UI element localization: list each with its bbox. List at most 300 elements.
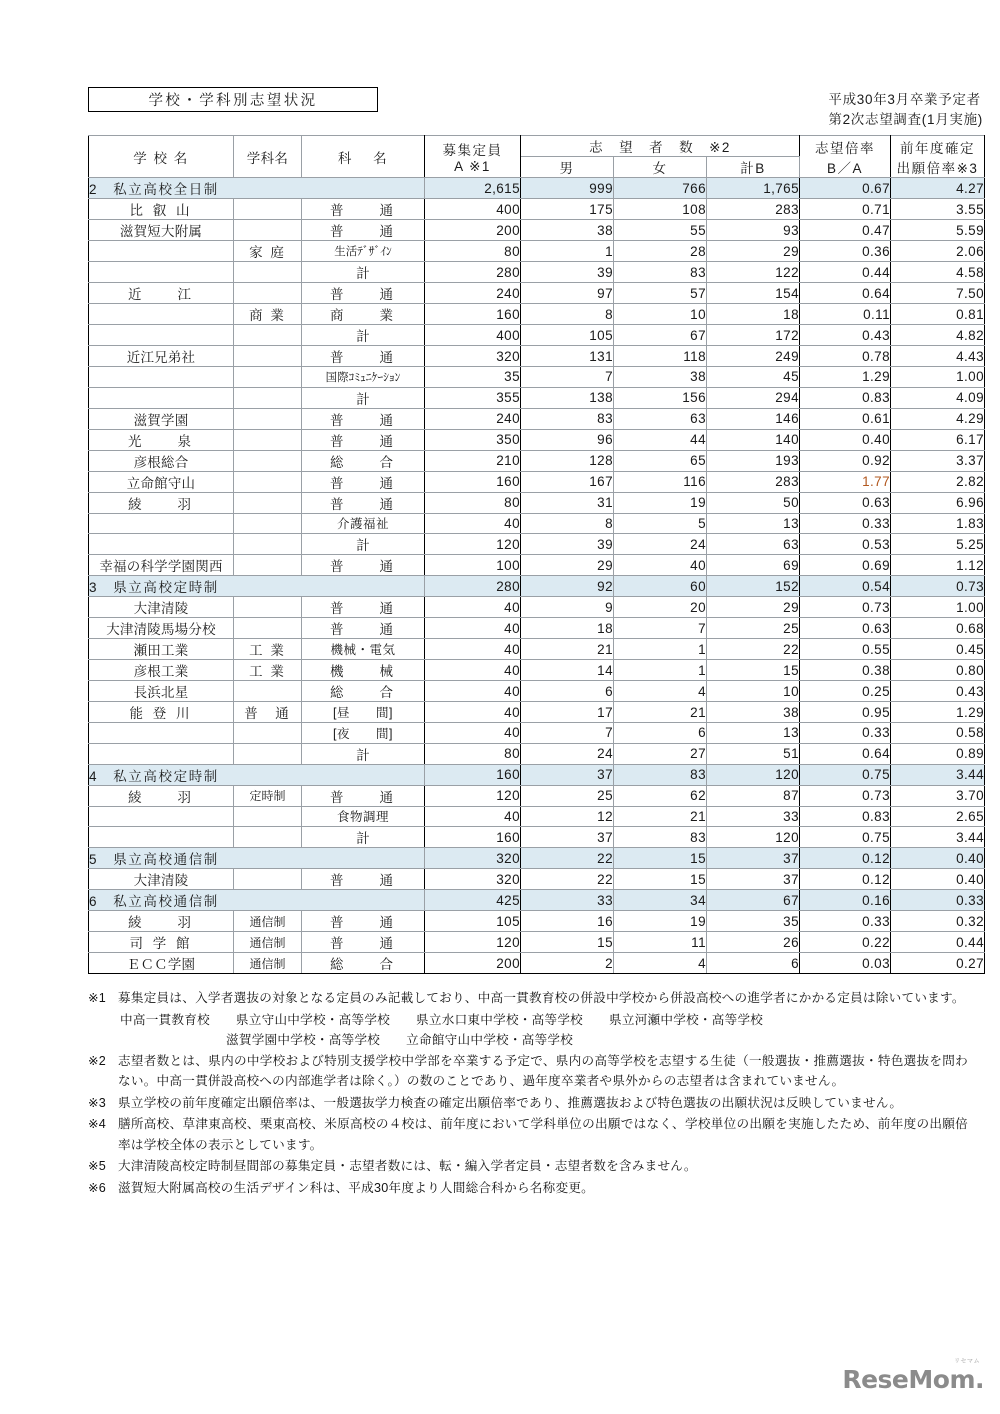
cell-department: 通信制 — [234, 953, 302, 974]
cell-department — [234, 220, 302, 241]
table-row — [89, 471, 985, 492]
cell-school — [89, 827, 234, 848]
col-header-prev-line2: 出願倍率※3 — [896, 160, 979, 176]
col-header-school: 学 校 名 — [89, 136, 234, 178]
cell-capacity: 400 — [425, 325, 521, 346]
col-header-department: 学科名 — [234, 136, 302, 178]
table-head — [89, 136, 985, 178]
cell-male: 128 — [521, 450, 614, 471]
cell-capacity: 320 — [425, 869, 521, 890]
cell-female: 27 — [614, 743, 707, 764]
table-row — [89, 241, 985, 262]
table-row — [89, 387, 985, 408]
cell-school: 綾 羽 — [89, 911, 234, 932]
cell-course: 生活ﾃﾞｻﾞｲﾝ — [302, 241, 425, 262]
group-label: 4 私立高校定時制 — [89, 764, 425, 785]
cell-ratio: 0.12 — [800, 869, 891, 890]
cell-female: 10 — [614, 304, 707, 325]
cell-course: 普 通 — [302, 492, 425, 513]
cell-total: 1,765 — [707, 178, 800, 199]
table-row — [89, 492, 985, 513]
cell-total: 25 — [707, 618, 800, 639]
cell-male: 21 — [521, 639, 614, 660]
cell-ratio: 0.69 — [800, 555, 891, 576]
cell-department — [234, 199, 302, 220]
cell-course: 普 通 — [302, 429, 425, 450]
cell-course: 普 通 — [302, 555, 425, 576]
cell-male: 14 — [521, 660, 614, 681]
cell-male: 25 — [521, 785, 614, 806]
cell-department — [234, 869, 302, 890]
header-row-1 — [89, 136, 985, 157]
cell-total: 140 — [707, 429, 800, 450]
cell-prev-ratio: 0.32 — [891, 911, 985, 932]
cell-male: 31 — [521, 492, 614, 513]
cell-course: [昼 間] — [302, 702, 425, 723]
cell-ratio: 0.63 — [800, 492, 891, 513]
cell-female: 19 — [614, 911, 707, 932]
cell-prev-ratio: 5.59 — [891, 220, 985, 241]
cell-course: 普 通 — [302, 785, 425, 806]
table-body — [89, 178, 985, 974]
cell-ratio: 1.29 — [800, 367, 891, 388]
cell-school: 長浜北星 — [89, 681, 234, 702]
cell-female: 24 — [614, 534, 707, 555]
table-row — [89, 911, 985, 932]
cell-total: 29 — [707, 597, 800, 618]
cell-department: 定時制 — [234, 785, 302, 806]
col-header-ratio-line1: 志望倍率 — [815, 140, 875, 156]
cell-male: 24 — [521, 743, 614, 764]
footnote-item — [88, 1156, 968, 1177]
cell-female: 83 — [614, 262, 707, 283]
survey-round-line: 第2次志望調査(1月実施) — [828, 112, 983, 127]
cell-course: 計 — [302, 262, 425, 283]
cell-male: 22 — [521, 848, 614, 869]
footnote-school-list-line — [120, 1010, 968, 1031]
cell-prev-ratio: 3.44 — [891, 827, 985, 848]
cell-school: 比 叡 山 — [89, 199, 234, 220]
cell-prev-ratio: 3.37 — [891, 450, 985, 471]
cell-department — [234, 555, 302, 576]
cell-total: 69 — [707, 555, 800, 576]
cell-total: 193 — [707, 450, 800, 471]
cell-female: 40 — [614, 555, 707, 576]
cell-course: 普 通 — [302, 199, 425, 220]
cell-department — [234, 367, 302, 388]
cell-ratio: 0.83 — [800, 387, 891, 408]
cell-capacity: 35 — [425, 367, 521, 388]
table-row — [89, 178, 985, 199]
cell-prev-ratio: 4.43 — [891, 346, 985, 367]
table-row — [89, 932, 985, 953]
cell-school — [89, 723, 234, 744]
cell-female: 28 — [614, 241, 707, 262]
cell-male: 12 — [521, 806, 614, 827]
cell-total: 67 — [707, 890, 800, 911]
footnote-marker: ※4 — [88, 1117, 107, 1131]
cell-prev-ratio: 0.89 — [891, 743, 985, 764]
cell-school: 大津清陵 — [89, 597, 234, 618]
cell-male: 8 — [521, 304, 614, 325]
cell-prev-ratio: 0.27 — [891, 953, 985, 974]
footnote-text: 県立学校の前年度確定出願倍率は、一般選抜学力検査の確定出願倍率であり、推薦選抜および特色選抜の出願状況は反映していません。 — [118, 1095, 903, 1110]
cell-capacity: 280 — [425, 262, 521, 283]
cell-prev-ratio: 1.00 — [891, 597, 985, 618]
table-row — [89, 367, 985, 388]
cell-ratio: 0.78 — [800, 346, 891, 367]
table-row — [89, 220, 985, 241]
cell-male: 18 — [521, 618, 614, 639]
cell-total: 249 — [707, 346, 800, 367]
cell-prev-ratio: 3.70 — [891, 785, 985, 806]
table-row — [89, 764, 985, 785]
cell-total: 13 — [707, 513, 800, 534]
cell-total: 154 — [707, 283, 800, 304]
cell-female: 15 — [614, 869, 707, 890]
cell-department: 通信制 — [234, 932, 302, 953]
cell-prev-ratio: 2.65 — [891, 806, 985, 827]
cell-male: 7 — [521, 723, 614, 744]
cell-female: 34 — [614, 890, 707, 911]
cell-female: 4 — [614, 681, 707, 702]
cell-ratio: 0.40 — [800, 429, 891, 450]
footnote-text: 滋賀短大附属高校の生活デザイン科は、平成30年度より人間総合科から名称変更。 — [118, 1180, 595, 1195]
footnote-school-name: 県立河瀬中学校・高等学校 — [609, 1012, 764, 1027]
cell-ratio: 0.03 — [800, 953, 891, 974]
cell-prev-ratio: 3.55 — [891, 199, 985, 220]
cell-course: 普 通 — [302, 408, 425, 429]
cell-department — [234, 387, 302, 408]
cell-capacity: 105 — [425, 911, 521, 932]
cell-male: 37 — [521, 827, 614, 848]
cell-female: 44 — [614, 429, 707, 450]
cell-male: 29 — [521, 555, 614, 576]
group-label: 2 私立高校全日制 — [89, 178, 425, 199]
cell-male: 92 — [521, 576, 614, 597]
cell-male: 16 — [521, 911, 614, 932]
cell-ratio: 0.75 — [800, 764, 891, 785]
cell-female: 20 — [614, 597, 707, 618]
cell-school: 近江兄弟社 — [89, 346, 234, 367]
cell-department — [234, 429, 302, 450]
cell-capacity: 240 — [425, 283, 521, 304]
cell-course: 計 — [302, 387, 425, 408]
cell-female: 1 — [614, 639, 707, 660]
cell-school: 滋賀短大附属 — [89, 220, 234, 241]
cell-ratio: 0.25 — [800, 681, 891, 702]
cell-school: 近 江 — [89, 283, 234, 304]
cell-department — [234, 283, 302, 304]
cell-capacity: 160 — [425, 304, 521, 325]
cell-prev-ratio: 4.27 — [891, 178, 985, 199]
cell-total: 10 — [707, 681, 800, 702]
cell-department: 家 庭 — [234, 241, 302, 262]
cell-school — [89, 534, 234, 555]
footnote-school-name: 滋賀学園中学校・高等学校 — [226, 1033, 381, 1047]
cell-capacity: 160 — [425, 827, 521, 848]
cell-department — [234, 743, 302, 764]
cell-ratio: 0.33 — [800, 513, 891, 534]
cell-school: 大津清陵 — [89, 869, 234, 890]
footnote-text: 志望者数とは、県内の中学校および特別支援学校中学部を卒業する予定で、県内の高等学校を志望する生徒（一般選抜・推薦選抜・特色選抜を問わない。中高一貫併設高校への内部進学者は除く。）の数のことであり、過年度卒業者や県外からの志望者は含まれていません。 — [118, 1053, 968, 1088]
cell-ratio: 0.44 — [800, 262, 891, 283]
cell-prev-ratio: 1.83 — [891, 513, 985, 534]
cell-school — [89, 743, 234, 764]
cell-prev-ratio: 0.73 — [891, 576, 985, 597]
cell-school: 幸福の科学学園関西 — [89, 555, 234, 576]
cell-prev-ratio: 0.45 — [891, 639, 985, 660]
cell-ratio: 1.77 — [800, 471, 891, 492]
col-header-ratio — [800, 136, 891, 178]
cell-prev-ratio: 4.82 — [891, 325, 985, 346]
school-preference-table — [88, 135, 985, 974]
cell-school: 綾 羽 — [89, 785, 234, 806]
col-header-applicants-group: 志 望 者 数 ※2 — [521, 136, 800, 157]
col-header-male: 男 — [521, 157, 614, 178]
footnote-marker: ※1 — [88, 991, 107, 1005]
cell-course: 機 械 — [302, 660, 425, 681]
cell-department — [234, 618, 302, 639]
cell-school — [89, 262, 234, 283]
cell-male: 39 — [521, 534, 614, 555]
cell-ratio: 0.63 — [800, 618, 891, 639]
cell-female: 38 — [614, 367, 707, 388]
cell-department — [234, 492, 302, 513]
cell-course: [夜 間] — [302, 723, 425, 744]
table-row — [89, 576, 985, 597]
cell-school: 光 泉 — [89, 429, 234, 450]
cell-prev-ratio: 7.50 — [891, 283, 985, 304]
cell-male: 6 — [521, 681, 614, 702]
table-row — [89, 681, 985, 702]
table-row — [89, 785, 985, 806]
cell-total: 13 — [707, 723, 800, 744]
cell-school: 能 登 川 — [89, 702, 234, 723]
cell-ratio: 0.43 — [800, 325, 891, 346]
cell-capacity: 100 — [425, 555, 521, 576]
cell-total: 294 — [707, 387, 800, 408]
cell-ratio: 0.38 — [800, 660, 891, 681]
cell-female: 21 — [614, 702, 707, 723]
group-label: 3 県立高校定時制 — [89, 576, 425, 597]
cell-capacity: 40 — [425, 681, 521, 702]
col-header-capacity — [425, 136, 521, 178]
cell-course: 普 通 — [302, 932, 425, 953]
footnote-marker: ※5 — [88, 1159, 107, 1173]
page-title: 学校・学科別志望状況 — [148, 93, 318, 109]
cell-male: 1 — [521, 241, 614, 262]
cell-department — [234, 597, 302, 618]
footnote-marker: ※2 — [88, 1053, 107, 1068]
cell-male: 131 — [521, 346, 614, 367]
cell-capacity: 120 — [425, 785, 521, 806]
cell-school: 綾 羽 — [89, 492, 234, 513]
table-row — [89, 262, 985, 283]
cell-prev-ratio: 6.17 — [891, 429, 985, 450]
cell-prev-ratio: 4.29 — [891, 408, 985, 429]
cell-capacity: 40 — [425, 806, 521, 827]
cell-male: 97 — [521, 283, 614, 304]
cell-capacity: 80 — [425, 492, 521, 513]
cell-ratio: 0.54 — [800, 576, 891, 597]
table-row — [89, 639, 985, 660]
cell-female: 11 — [614, 932, 707, 953]
table-row — [89, 283, 985, 304]
cell-female: 55 — [614, 220, 707, 241]
cell-prev-ratio: 1.00 — [891, 367, 985, 388]
cell-course: 計 — [302, 534, 425, 555]
table-row — [89, 660, 985, 681]
cell-female: 7 — [614, 618, 707, 639]
cell-capacity: 120 — [425, 534, 521, 555]
cell-total: 35 — [707, 911, 800, 932]
cell-department — [234, 450, 302, 471]
cell-male: 175 — [521, 199, 614, 220]
col-header-ratio-line2: B／A — [826, 160, 863, 176]
footnote-item — [88, 1114, 968, 1155]
footnote-school-list-line — [226, 1030, 968, 1051]
cell-prev-ratio: 3.44 — [891, 764, 985, 785]
cell-course: 普 通 — [302, 618, 425, 639]
cell-ratio: 0.61 — [800, 408, 891, 429]
footnote-text: 大津清陵高校定時制昼間部の募集定員・志望者数には、転・編入学者定員・志望者数を含みません。 — [118, 1159, 697, 1173]
cell-female: 5 — [614, 513, 707, 534]
table-row — [89, 304, 985, 325]
cell-male: 999 — [521, 178, 614, 199]
cell-total: 120 — [707, 827, 800, 848]
cell-capacity: 40 — [425, 723, 521, 744]
cell-total: 18 — [707, 304, 800, 325]
cell-school: ＥＣＣ学園 — [89, 953, 234, 974]
cell-capacity: 200 — [425, 220, 521, 241]
cell-department — [234, 471, 302, 492]
cell-department — [234, 262, 302, 283]
footnote-school-name: 立命館守山中学校・高等学校 — [406, 1033, 574, 1047]
cell-male: 83 — [521, 408, 614, 429]
cell-capacity: 40 — [425, 702, 521, 723]
cell-female: 60 — [614, 576, 707, 597]
document-header — [0, 0, 1000, 130]
cell-female: 83 — [614, 764, 707, 785]
cell-school: 大津清陵馬場分校 — [89, 618, 234, 639]
cell-prev-ratio: 6.96 — [891, 492, 985, 513]
cell-total: 50 — [707, 492, 800, 513]
cell-total: 29 — [707, 241, 800, 262]
table-row — [89, 618, 985, 639]
cell-male: 167 — [521, 471, 614, 492]
cell-male: 105 — [521, 325, 614, 346]
cell-male: 33 — [521, 890, 614, 911]
cell-prev-ratio: 1.12 — [891, 555, 985, 576]
cell-department: 工 業 — [234, 660, 302, 681]
cell-female: 65 — [614, 450, 707, 471]
table-row — [89, 597, 985, 618]
cell-ratio: 0.73 — [800, 597, 891, 618]
cell-ratio: 0.47 — [800, 220, 891, 241]
cell-course: 商 業 — [302, 304, 425, 325]
cell-ratio: 0.33 — [800, 723, 891, 744]
cell-capacity: 350 — [425, 429, 521, 450]
cell-total: 120 — [707, 764, 800, 785]
cell-capacity: 280 — [425, 576, 521, 597]
table-row — [89, 890, 985, 911]
table-row — [89, 806, 985, 827]
footnote-school-name: 中高一貫教育校 — [120, 1012, 210, 1027]
cell-department — [234, 723, 302, 744]
cell-course: 普 通 — [302, 471, 425, 492]
cell-female: 57 — [614, 283, 707, 304]
cell-course: 計 — [302, 325, 425, 346]
cell-department — [234, 681, 302, 702]
table-row — [89, 534, 985, 555]
footnote-item — [88, 1051, 968, 1092]
table-row — [89, 953, 985, 974]
cell-department: 商 業 — [234, 304, 302, 325]
footnote-school-name: 県立守山中学校・高等学校 — [235, 1012, 391, 1027]
cell-course: 国際ｺﾐｭﾆｹｰｼｮﾝ — [302, 367, 425, 388]
cell-school — [89, 367, 234, 388]
cell-capacity: 200 — [425, 953, 521, 974]
cell-female: 19 — [614, 492, 707, 513]
cell-total: 283 — [707, 471, 800, 492]
cell-school — [89, 241, 234, 262]
cell-prev-ratio: 0.40 — [891, 869, 985, 890]
group-label: 6 私立高校通信制 — [89, 890, 425, 911]
table-row — [89, 743, 985, 764]
cell-male: 37 — [521, 764, 614, 785]
cell-capacity: 160 — [425, 471, 521, 492]
cell-female: 6 — [614, 723, 707, 744]
cell-prev-ratio: 0.43 — [891, 681, 985, 702]
cell-capacity: 2,615 — [425, 178, 521, 199]
col-header-capacity-line1: 募集定員 — [442, 142, 503, 158]
cell-ratio: 0.67 — [800, 178, 891, 199]
cell-male: 15 — [521, 932, 614, 953]
cell-school: 司 学 館 — [89, 932, 234, 953]
footnote-marker: ※3 — [88, 1095, 107, 1110]
cell-total: 122 — [707, 262, 800, 283]
col-header-prev-line1: 前年度確定 — [900, 140, 975, 156]
cell-ratio: 0.83 — [800, 806, 891, 827]
cell-total: 51 — [707, 743, 800, 764]
cell-ratio: 0.53 — [800, 534, 891, 555]
table-row — [89, 513, 985, 534]
cell-school — [89, 387, 234, 408]
logo-ruby: リセマム — [954, 1358, 980, 1365]
cell-school — [89, 304, 234, 325]
cell-male: 39 — [521, 262, 614, 283]
cell-school — [89, 325, 234, 346]
cell-ratio: 0.71 — [800, 199, 891, 220]
table-row — [89, 555, 985, 576]
table-row — [89, 869, 985, 890]
cell-male: 8 — [521, 513, 614, 534]
col-header-female: 女 — [614, 157, 707, 178]
footnote-text: 膳所高校、草津東高校、栗東高校、米原高校の４校は、前年度において学科単位の出願ではなく、学校単位の出願を実施したため、前年度の出願倍率は学校全体の表示としています。 — [118, 1117, 968, 1152]
cell-prev-ratio: 0.81 — [891, 304, 985, 325]
cell-total: 93 — [707, 220, 800, 241]
cell-department — [234, 806, 302, 827]
cell-school: 立命館守山 — [89, 471, 234, 492]
col-header-capacity-line2: A ※1 — [454, 158, 491, 174]
cell-capacity: 40 — [425, 513, 521, 534]
cell-capacity: 80 — [425, 241, 521, 262]
cell-total: 152 — [707, 576, 800, 597]
cell-female: 4 — [614, 953, 707, 974]
cell-prev-ratio: 0.33 — [891, 890, 985, 911]
cell-female: 116 — [614, 471, 707, 492]
